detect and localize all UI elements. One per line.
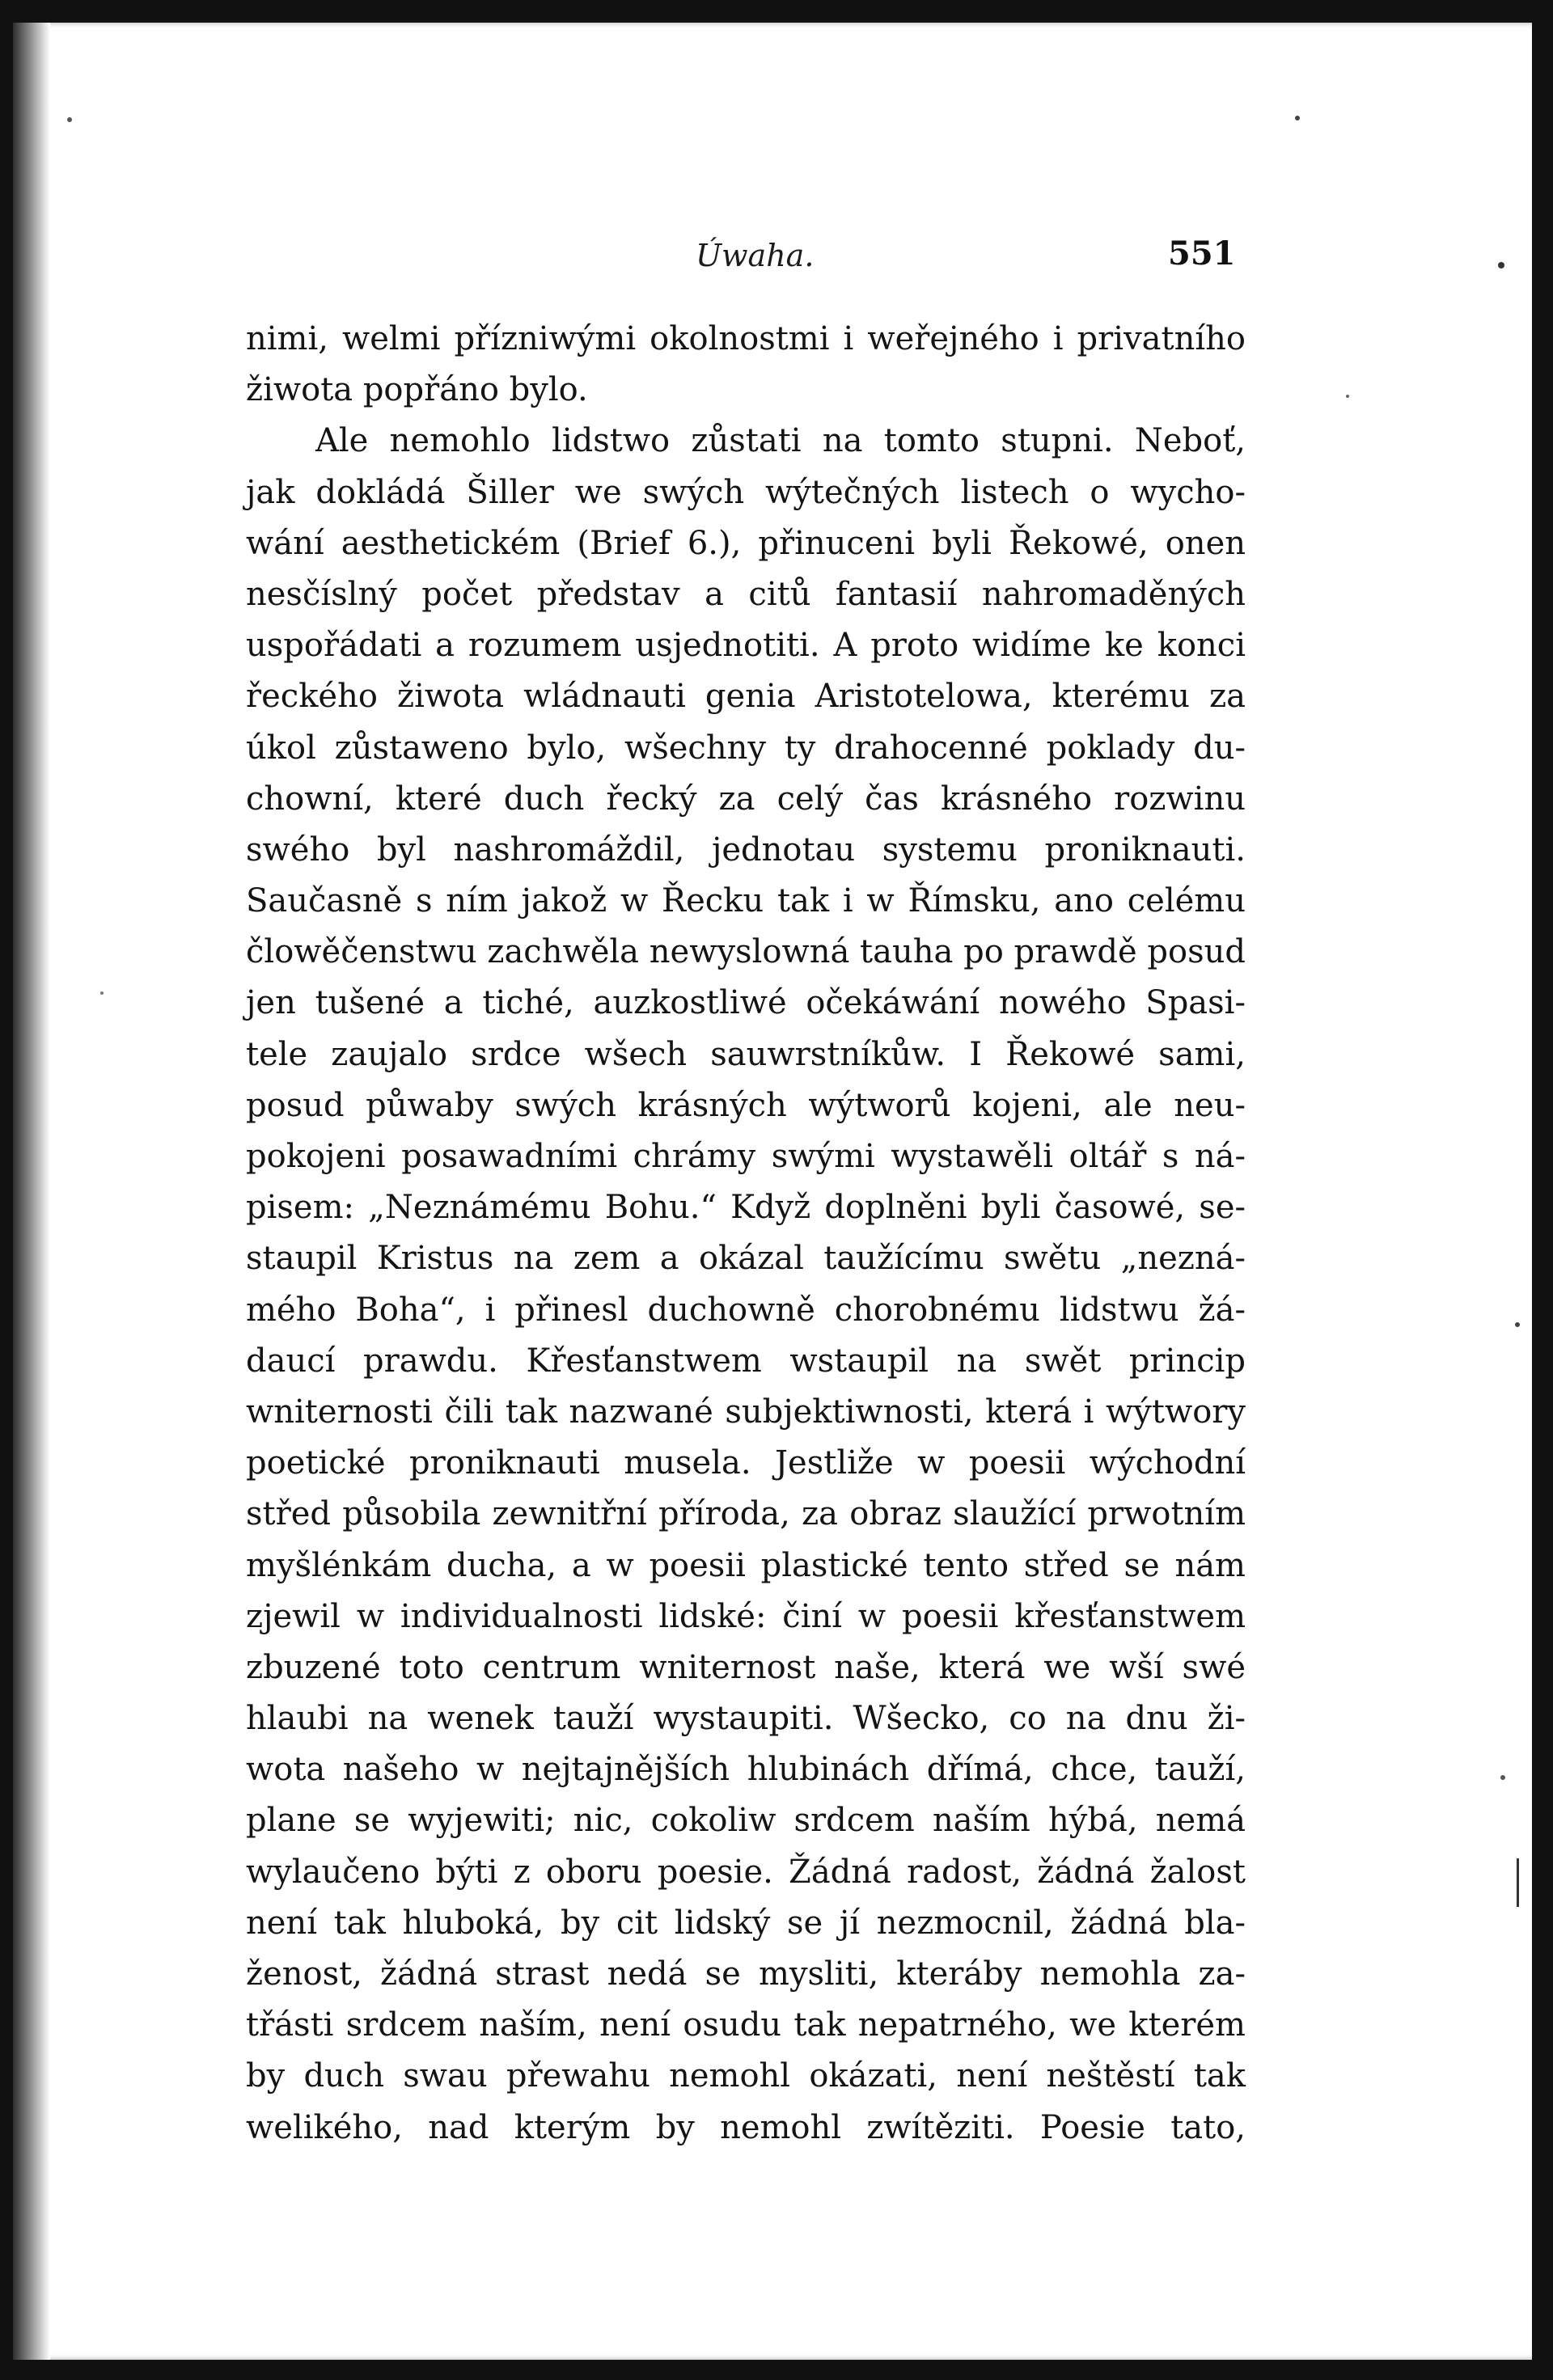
- text-line: nesčíslný počet představ a citů fantasií nahromaděných: [246, 575, 1246, 613]
- text-line: pisem: „Neznámému Bohu.“ Když doplněni byli časowé, se-: [246, 1189, 1246, 1227]
- text-line: není tak hluboká, by cit lidský se jí nezmocnil, žádná bla-: [246, 1904, 1246, 1942]
- body-text: [246, 314, 1246, 2154]
- text-line: řeckého žiwota wládnauti genia Aristotelowa, kterému za: [246, 678, 1246, 716]
- text-line: staupil Kristus na zem a okázal taužícímu swětu „nezná-: [246, 1240, 1246, 1278]
- text-line: wniternosti čili tak nazwané subjektiwnosti, která i wýtwory: [246, 1393, 1246, 1431]
- text-line: člowěčenstwu zachwěla newyslowná tauha po prawdě posud: [246, 933, 1246, 971]
- text-line: Saučasně s ním jakož w Řecku tak i w Římsku, ano celému: [246, 882, 1246, 920]
- text-line: by duch swau přewahu nemohl okázati, není neštěstí tak: [246, 2057, 1246, 2095]
- text-line: jen tušené a tiché, auzkostliwé očekáwání nowého Spasi-: [246, 984, 1246, 1022]
- speck: [1295, 116, 1300, 120]
- text-line: mého Boha“, i přinesl duchowně chorobnému lidstwu žá-: [246, 1291, 1246, 1329]
- text-line: třásti srdcem naším, není osudu tak nepatrného, we kterém: [246, 2006, 1246, 2044]
- text-line: ženost, žádná strast nedá se mysliti, kteráby nemohla za-: [246, 1955, 1246, 1993]
- text-line: welikého, nad kterým by nemohl zwítěziti. Poesie tato,: [246, 2108, 1246, 2146]
- book-page: [13, 23, 1532, 2360]
- page-number: 551: [1168, 235, 1236, 273]
- text-line: střed působila zewnitřní příroda, za obraz slaužící prwotním: [246, 1495, 1246, 1533]
- text-line: nimi, welmi přízniwými okolnostmi i weřejného i privatního: [246, 320, 1246, 357]
- gutter-shadow: [13, 23, 50, 2360]
- text-line: Ale nemohlo lidstwo zůstati na tomto stupni. Neboť,: [315, 422, 1246, 460]
- text-line: plane se wyjewiti; nic, cokoliw srdcem naším hýbá, nemá: [246, 1802, 1246, 1840]
- speck: [1346, 395, 1349, 398]
- text-line: tele zaujalo srdce wšech sauwrstníkůw. I Řekowé sami,: [246, 1035, 1246, 1073]
- text-line: zjewil w individualnosti lidské: činí w poesii křesťanstwem: [246, 1597, 1246, 1635]
- text-line: pokojeni posawadními chrámy swými wystawěli oltář s ná-: [246, 1138, 1246, 1175]
- text-line: wota našeho w nejtajnějších hlubinách dřímá, chce, tauží,: [246, 1751, 1246, 1789]
- text-line: daucí prawdu. Křesťanstwem wstaupil na swět princip: [246, 1342, 1246, 1380]
- running-title: Úwaha.: [696, 238, 815, 273]
- text-line: wylaučeno býti z oboru poesie. Žádná radost, žádná žalost: [246, 1853, 1246, 1891]
- text-line: hlaubi na wenek tauží wystaupiti. Wšecko, co na dnu ži-: [246, 1700, 1246, 1738]
- text-line: jak dokládá Šiller we swých wýtečných listech o wycho-: [246, 473, 1246, 511]
- text-line: chowní, které duch řecký za celý čas krásného rozwinu: [246, 780, 1246, 818]
- speck: [67, 117, 72, 122]
- running-header: [13, 223, 1532, 288]
- text-line: posud půwaby swých krásných wýtworů kojeni, ale neu-: [246, 1086, 1246, 1124]
- speck: [1517, 1858, 1519, 1907]
- text-line: zbuzené toto centrum wniternost naše, která we wší swé: [246, 1648, 1246, 1686]
- speck: [1500, 1775, 1505, 1780]
- text-line: swého byl nashromáždil, jednotau systemu proniknauti.: [246, 831, 1246, 869]
- speck: [100, 991, 104, 995]
- text-line: wání aesthetickém (Brief 6.), přinuceni byli Řekowé, onen: [246, 524, 1246, 562]
- text-line: žiwota popřáno bylo.: [246, 371, 588, 409]
- text-line: úkol zůstaweno bylo, wšechny ty drahocenné poklady du-: [246, 729, 1246, 767]
- speck: [1515, 1322, 1520, 1327]
- text-line: myšlénkám ducha, a w poesii plastické tento střed se nám: [246, 1546, 1246, 1584]
- text-line: poetické proniknauti musela. Jestliže w poesii wýchodní: [246, 1444, 1246, 1482]
- text-line: uspořádati a rozumem usjednotiti. A proto widíme ke konci: [246, 627, 1246, 665]
